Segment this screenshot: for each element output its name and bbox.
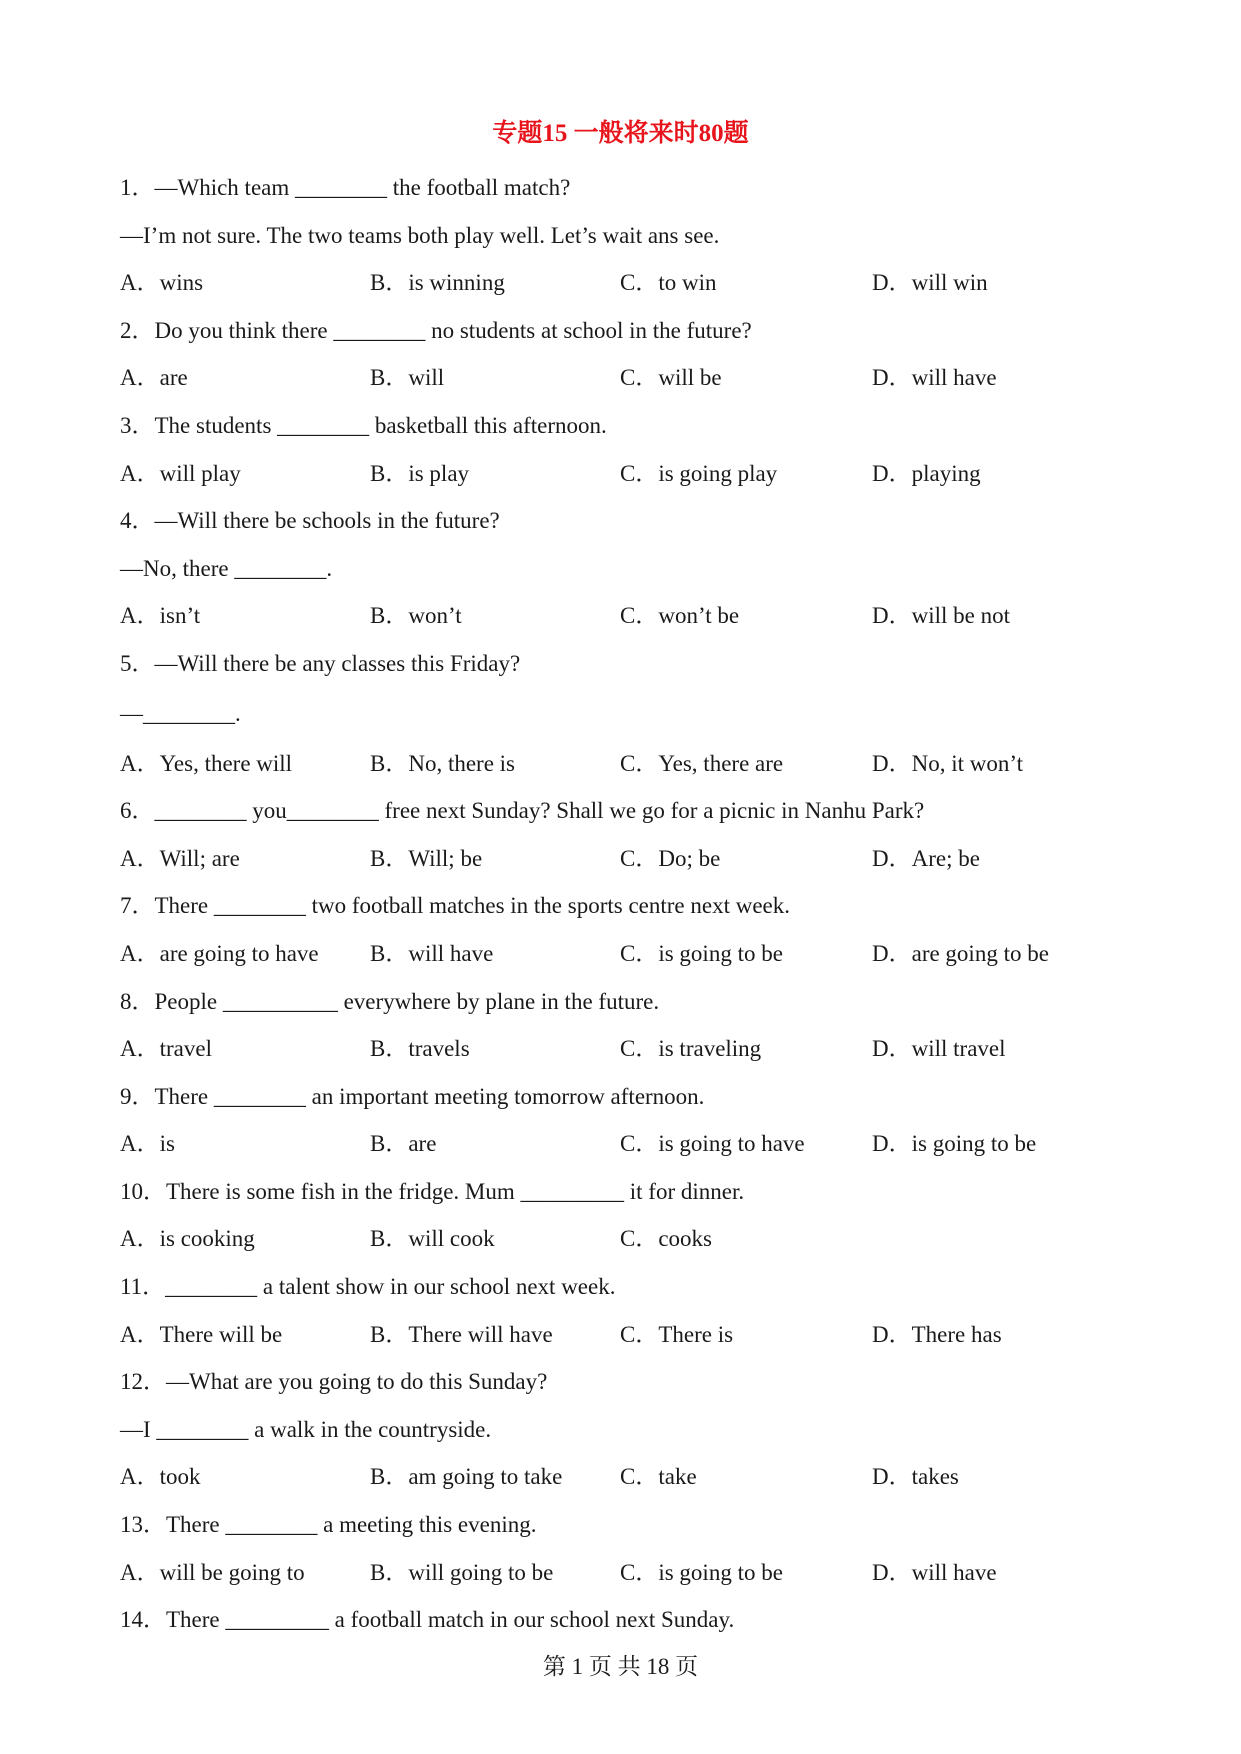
option-b: B．travels <box>370 1036 470 1062</box>
question-stem: 6．________ you________ free next Sunday? Shall we go for a picnic in Nanhu Park? <box>120 798 925 824</box>
option-d: D．will travel <box>872 1036 1006 1062</box>
question-list <box>120 164 1140 1644</box>
option-b: B．No, there is <box>370 750 516 776</box>
option-c: C．is going to be <box>620 1559 783 1585</box>
option-a: A．Yes, there will <box>120 750 293 776</box>
answer-options <box>120 740 1140 788</box>
answer-options <box>120 1215 1140 1263</box>
question-stem: 7．There ________ two football matches in the sports centre next week. <box>120 893 791 919</box>
option-a: A．is <box>120 1131 175 1157</box>
option-b: B．There will have <box>370 1321 553 1347</box>
question-item <box>120 1501 1140 1596</box>
option-a: A．took <box>120 1464 201 1490</box>
question-item <box>120 402 1140 497</box>
option-b: B．will cook <box>370 1226 495 1252</box>
option-b: B．are <box>370 1131 437 1157</box>
option-a: A．There will be <box>120 1321 283 1347</box>
question-item <box>120 1358 1140 1501</box>
option-d: D．will win <box>872 270 988 296</box>
question-stem: 9．There ________ an important meeting tomorrow afternoon. <box>120 1083 705 1109</box>
question-item <box>120 640 1140 787</box>
answer-options <box>120 1311 1140 1359</box>
option-a: A．will be going to <box>120 1559 305 1585</box>
option-d: D．is going to be <box>872 1131 1037 1157</box>
question-stem: 10．There is some fish in the fridge. Mum _________ it for dinner. <box>120 1178 745 1204</box>
answer-options <box>120 1120 1140 1168</box>
option-d: D．are going to be <box>872 940 1049 966</box>
question-continuation: —I’m not sure. The two teams both play well. Let’s wait ans see. <box>120 222 720 248</box>
question-item <box>120 978 1140 1073</box>
option-a: A．are going to have <box>120 940 319 966</box>
question-continuation: —________. <box>120 700 241 726</box>
question-continuation: —I ________ a walk in the countryside. <box>120 1416 492 1442</box>
option-c: C．is going to have <box>620 1131 805 1157</box>
question-stem: 3．The students ________ basketball this afternoon. <box>120 412 607 438</box>
question-item <box>120 1168 1140 1263</box>
answer-options <box>120 354 1140 402</box>
option-d: D．takes <box>872 1464 959 1490</box>
question-stem: 4．—Will there be schools in the future? <box>120 508 500 534</box>
option-b: B．will have <box>370 940 494 966</box>
question-stem: 11．________ a talent show in our school next week. <box>120 1274 616 1300</box>
answer-options <box>120 450 1140 498</box>
answer-options <box>120 592 1140 640</box>
option-a: A．is cooking <box>120 1226 255 1252</box>
question-item <box>120 787 1140 882</box>
option-d: D．will have <box>872 365 997 391</box>
question-stem: 8．People __________ everywhere by plane in the future. <box>120 988 660 1014</box>
answer-options <box>120 1549 1140 1597</box>
question-stem: 1．—Which team ________ the football match? <box>120 175 571 200</box>
option-a: A．are <box>120 365 188 391</box>
answer-options <box>120 1025 1140 1073</box>
option-c: C．is going to be <box>620 940 783 966</box>
option-b: B．is play <box>370 460 470 486</box>
option-b: B．am going to take <box>370 1464 563 1490</box>
page-title: 专题15 一般将来时80题 <box>492 120 749 147</box>
option-a: A．travel <box>120 1036 212 1062</box>
option-c: C．There is <box>620 1321 734 1347</box>
option-d: D．There has <box>872 1321 1002 1347</box>
option-c: C．Do; be <box>620 845 721 871</box>
option-a: A．wins <box>120 270 204 296</box>
answer-options <box>120 1453 1140 1501</box>
question-item <box>120 497 1140 640</box>
option-d: D．playing <box>872 460 981 486</box>
option-a: A．will play <box>120 460 241 486</box>
question-stem: 12．—What are you going to do this Sunday? <box>120 1369 548 1395</box>
answer-options <box>120 930 1140 978</box>
page-footer: 第 1 页 共 18 页 <box>542 1654 699 1679</box>
option-c: C．Yes, there are <box>620 750 784 776</box>
answer-options <box>120 835 1140 883</box>
option-c: C．take <box>620 1464 697 1490</box>
option-d: D．Are; be <box>872 845 980 871</box>
question-stem: 14．There _________ a football match in our school next Sunday. <box>120 1607 735 1633</box>
question-item <box>120 164 1140 307</box>
question-item <box>120 1073 1140 1168</box>
option-d: D．will be not <box>872 603 1010 629</box>
option-a: A．isn’t <box>120 603 201 629</box>
option-b: B．will going to be <box>370 1559 554 1585</box>
option-c: C．won’t be <box>620 603 740 629</box>
option-d: D．will have <box>872 1559 997 1585</box>
question-continuation: —No, there ________. <box>120 555 333 581</box>
answer-options <box>120 259 1140 307</box>
option-c: C．is going play <box>620 460 778 486</box>
option-d: D．No, it won’t <box>872 750 1023 776</box>
question-stem: 2．Do you think there ________ no students at school in the future? <box>120 317 752 343</box>
option-c: C．is traveling <box>620 1036 762 1062</box>
question-item <box>120 882 1140 977</box>
option-b: B．is winning <box>370 270 505 296</box>
question-stem: 5．—Will there be any classes this Friday? <box>120 650 521 676</box>
option-b: B．will <box>370 365 445 391</box>
question-stem: 13．There ________ a meeting this evening. <box>120 1512 537 1538</box>
option-a: A．Will; are <box>120 845 240 871</box>
option-c: C．will be <box>620 365 722 391</box>
option-c: C．cooks <box>620 1226 712 1252</box>
option-b: B．won’t <box>370 603 462 629</box>
option-b: B．Will; be <box>370 845 483 871</box>
question-item <box>120 1596 1140 1644</box>
question-item <box>120 307 1140 402</box>
question-item <box>120 1263 1140 1358</box>
option-c: C．to win <box>620 270 717 296</box>
